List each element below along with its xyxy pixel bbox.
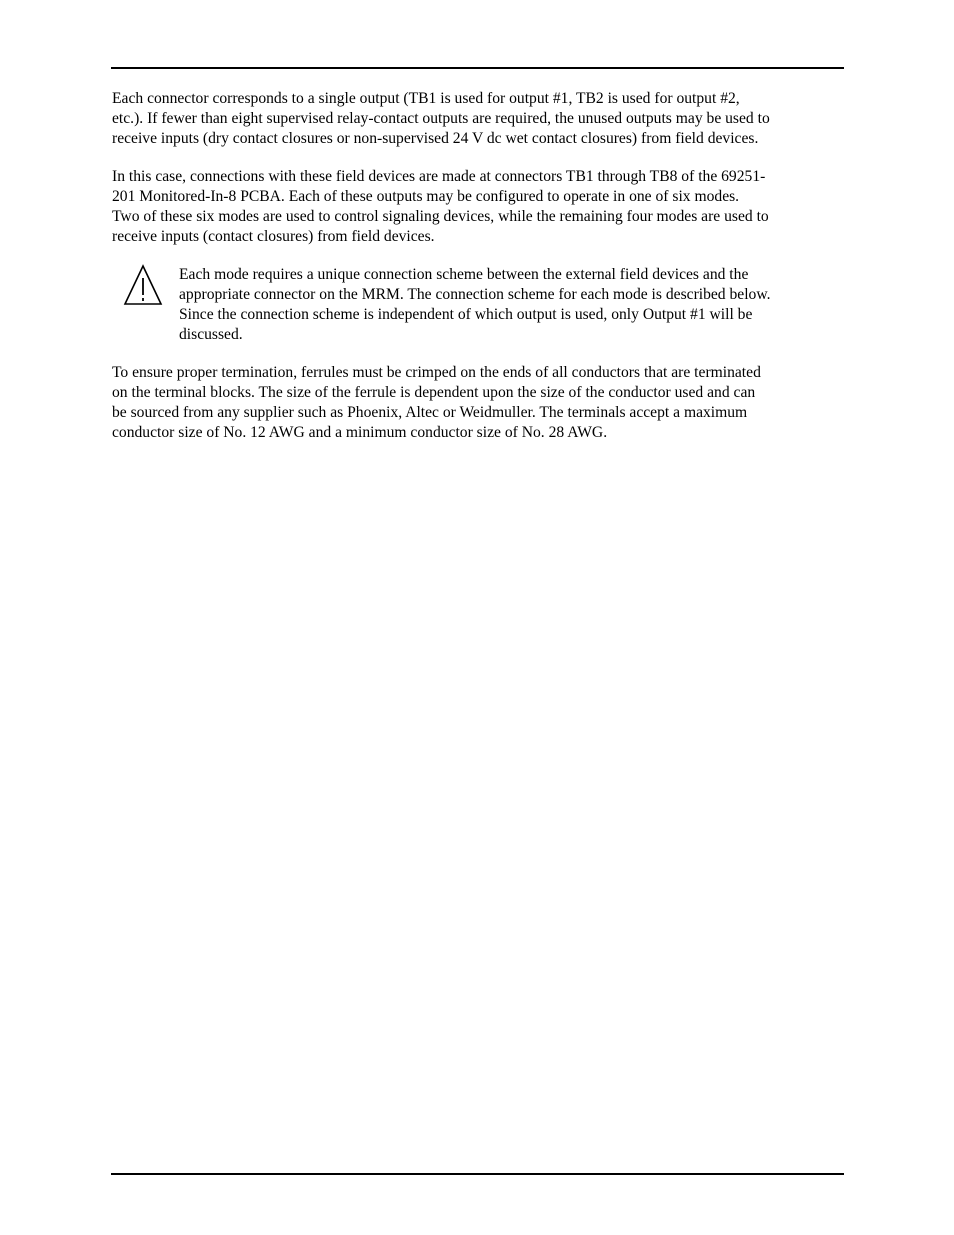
text-line: be sourced from any supplier such as Phoenix, Altec or Weidmuller. The terminals accept a maximum (112, 404, 748, 421)
caution-note (179, 265, 849, 345)
text-line: on the terminal blocks. The size of the ferrule is dependent upon the size of the conductor used and can (112, 384, 756, 401)
text-line: appropriate connector on the MRM. The connection scheme for each mode is described below. (179, 286, 771, 303)
paragraph-connector-outputs (112, 89, 852, 149)
paragraph-field-device-connections (112, 167, 852, 247)
text-line: 201 Monitored-In-8 PCBA. Each of these outputs may be configured to operate in one of six modes. (112, 188, 740, 205)
text-line: Each connector corresponds to a single output (TB1 is used for output #1, TB2 is used for output #2, (112, 90, 740, 107)
text-line: conductor size of No. 12 AWG and a minimum conductor size of No. 28 AWG. (112, 424, 608, 441)
text-line: discussed. (179, 326, 243, 343)
footer-rule (111, 1173, 844, 1175)
text-line: In this case, connections with these field devices are made at connectors TB1 through TB8 of the 69251- (112, 168, 766, 185)
text-line: Two of these six modes are used to control signaling devices, while the remaining four modes are used to (112, 208, 769, 225)
text-line: To ensure proper termination, ferrules must be crimped on the ends of all conductors that are terminated (112, 364, 761, 381)
paragraph-ferrule-termination (112, 363, 852, 443)
text-line: Since the connection scheme is independent of which output is used, only Output #1 will be (179, 306, 753, 323)
header-rule (111, 67, 844, 69)
text-line: Each mode requires a unique connection scheme between the external field devices and the (179, 266, 749, 283)
text-line: receive inputs (dry contact closures or non-supervised 24 V dc wet contact closures) from field devices. (112, 130, 759, 147)
warning-triangle-icon (123, 264, 163, 306)
text-line: receive inputs (contact closures) from field devices. (112, 228, 435, 245)
text-line: etc.). If fewer than eight supervised relay-contact outputs are required, the unused outputs may be used to (112, 110, 770, 127)
